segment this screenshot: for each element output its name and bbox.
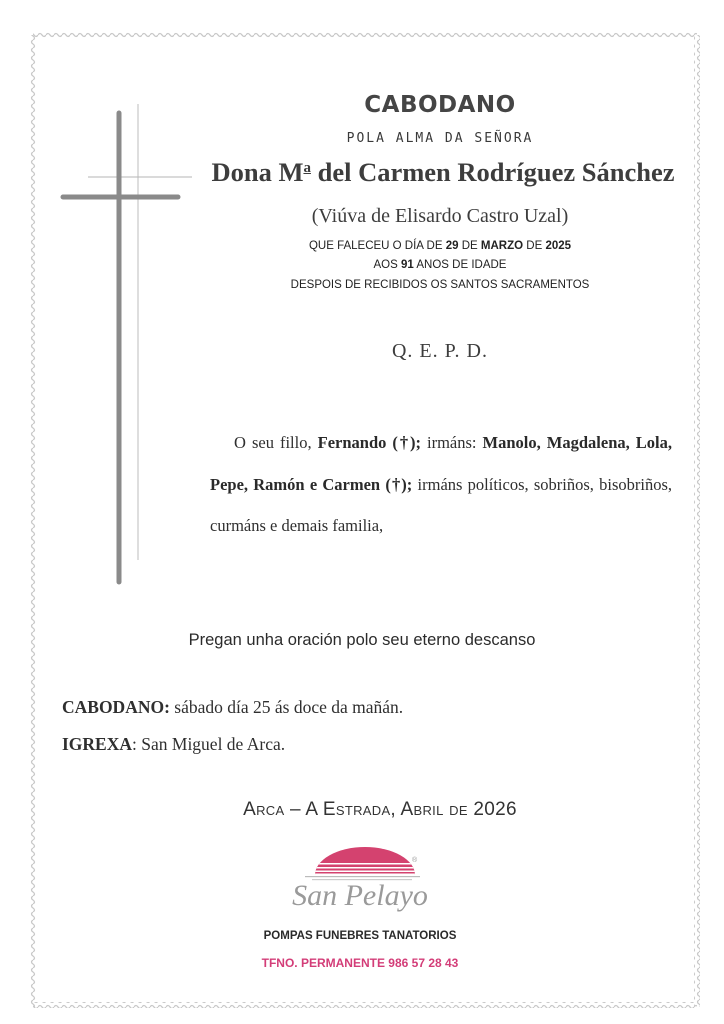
notice-subtitle: POLA ALMA DA SEÑORA — [346, 131, 534, 146]
cabodano-info: CABODANO: sábado día 25 ás doce da mañán. — [62, 697, 404, 717]
church-info: IGREXA: San Miguel de Arca. — [62, 734, 286, 754]
place-and-date: Arca – A Estrada, Abril de 2026 — [243, 799, 517, 820]
death-date-line: QUE FALECEU O DÍA DE 29 DE MARZO DE 2025 — [308, 240, 572, 252]
san-pelayo-logo — [290, 845, 430, 925]
funeral-home-services: POMPAS FUNEBRES TANATORIOS — [263, 930, 457, 942]
cross-icon — [0, 0, 200, 600]
prayer-request: Pregan unha oración polo seu eterno descanso — [188, 631, 536, 649]
family-paragraph: O seu fillo, Fernando (†); irmáns: Manolo, Magdalena, Lola, Pepe, Ramón e Carmen (†); irmáns políticos, sobriños, bisobriños, curmáns e demais familia, — [210, 433, 673, 535]
qepd: Q. E. P. D. — [391, 340, 488, 362]
widow-of: (Viúva de Elisardo Castro Uzal) — [311, 205, 569, 227]
funeral-home-phone: TFNO. PERMANENTE 986 57 28 43 — [261, 956, 459, 970]
svg-text:San Pelayo: San Pelayo — [292, 879, 428, 912]
deceased-name: Dona $M^a$ del Carmen Rodríguez Sánchez — [211, 157, 675, 187]
svg-text:®: ® — [412, 857, 418, 864]
notice-title: CABODANO — [364, 92, 516, 118]
age-line: AOS 91 ANOS DE IDADE — [373, 259, 507, 271]
sacraments-line: DESPOIS DE RECIBIDOS OS SANTOS SACRAMENTOS — [290, 279, 590, 291]
